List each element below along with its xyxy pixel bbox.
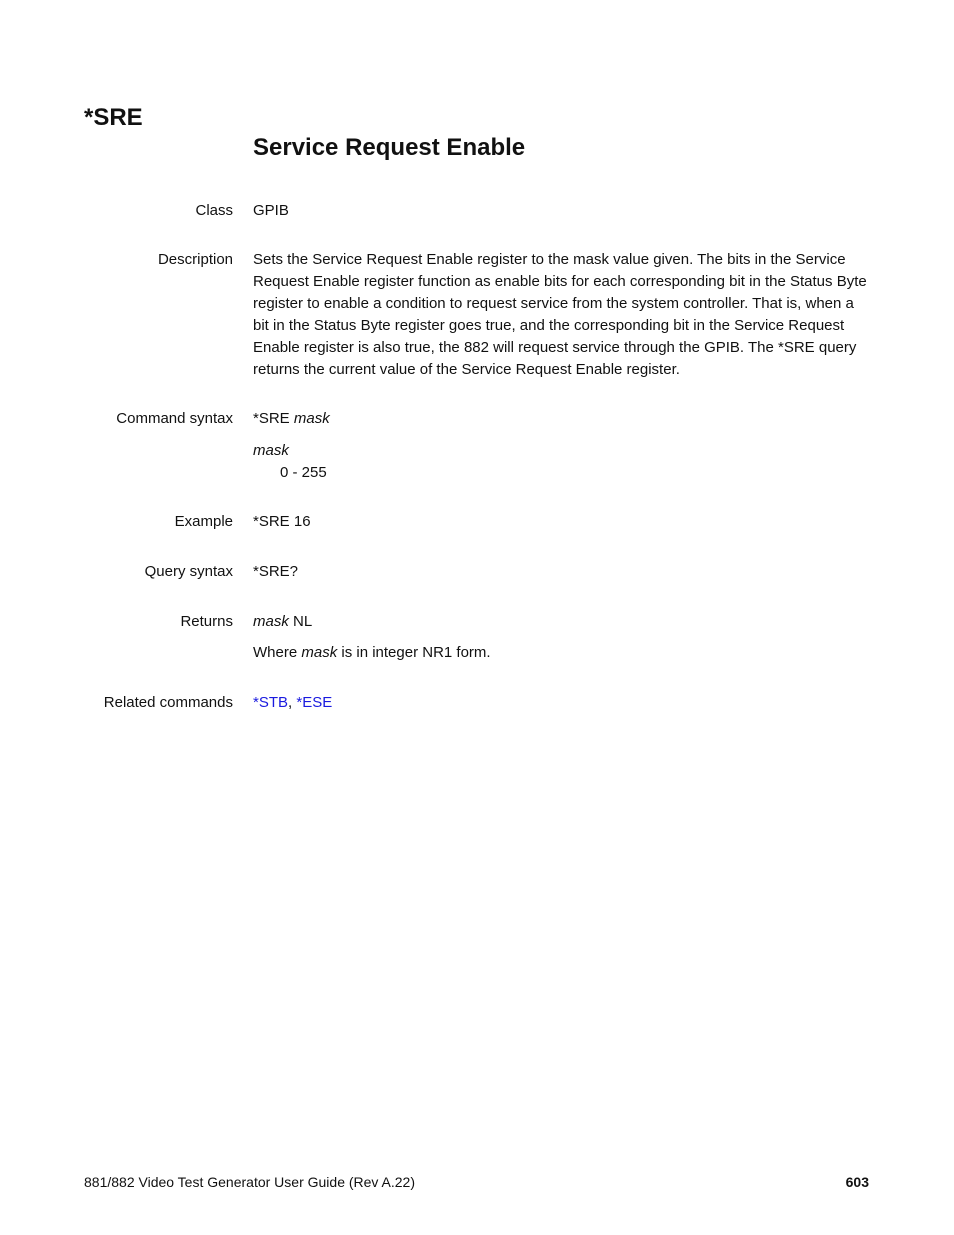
returns-value	[253, 611, 873, 664]
returns-note-param: mask	[301, 644, 338, 661]
returns-label: Returns	[180, 613, 233, 630]
description-label: Description	[157, 251, 233, 268]
related-label: Related commands	[103, 694, 233, 711]
returns-note-prefix: Where	[253, 644, 298, 661]
related-link-ese[interactable]: *ESE	[296, 694, 333, 711]
query-syntax-label: Query syntax	[144, 563, 233, 580]
example-label: Example	[174, 513, 233, 530]
returns-note-suffix: is in integer NR1 form.	[341, 644, 491, 661]
param-name	[253, 440, 873, 462]
returns-param: mask	[253, 613, 289, 630]
param-name-text: mask	[253, 442, 289, 459]
related-link-stb[interactable]: *STB	[253, 694, 289, 711]
footer-guide-title: 881/882 Video Test Generator User Guide (Rev A.22)	[84, 1174, 416, 1190]
param-range: 0 - 255	[280, 464, 327, 481]
command-title: Service Request Enable	[253, 134, 526, 161]
related-value	[253, 692, 873, 714]
returns-line	[253, 611, 873, 633]
class-value: GPIB	[253, 202, 289, 219]
returns-note	[253, 642, 873, 664]
syntax-param: mask	[293, 410, 330, 427]
class-label: Class	[195, 202, 233, 219]
command-heading: *SRE	[84, 104, 143, 131]
command-syntax-value	[253, 408, 873, 484]
syntax-command: *SRE	[253, 410, 290, 427]
returns-suffix: NL	[293, 613, 313, 630]
command-syntax-label: Command syntax	[116, 410, 233, 427]
footer-page-number: 603	[845, 1174, 869, 1190]
query-syntax-value: *SRE?	[253, 563, 299, 580]
example-value: *SRE 16	[253, 513, 311, 530]
related-separator: ,	[288, 694, 293, 711]
syntax-line	[253, 408, 873, 430]
description-text: Sets the Service Request Enable register to the mask value given. The bits in the Service Request Enable register function as enable bits for each corresponding bit in the Status Byte register to enable a condition to request service from the system controller. That is, when a bit in the Status Byte register goes true, and the corresponding bit in the Service Request Enable register is also true, the 882 will request service through the GPIB. The *SRE query returns the current value of the Service Request Enable register.	[253, 251, 867, 378]
